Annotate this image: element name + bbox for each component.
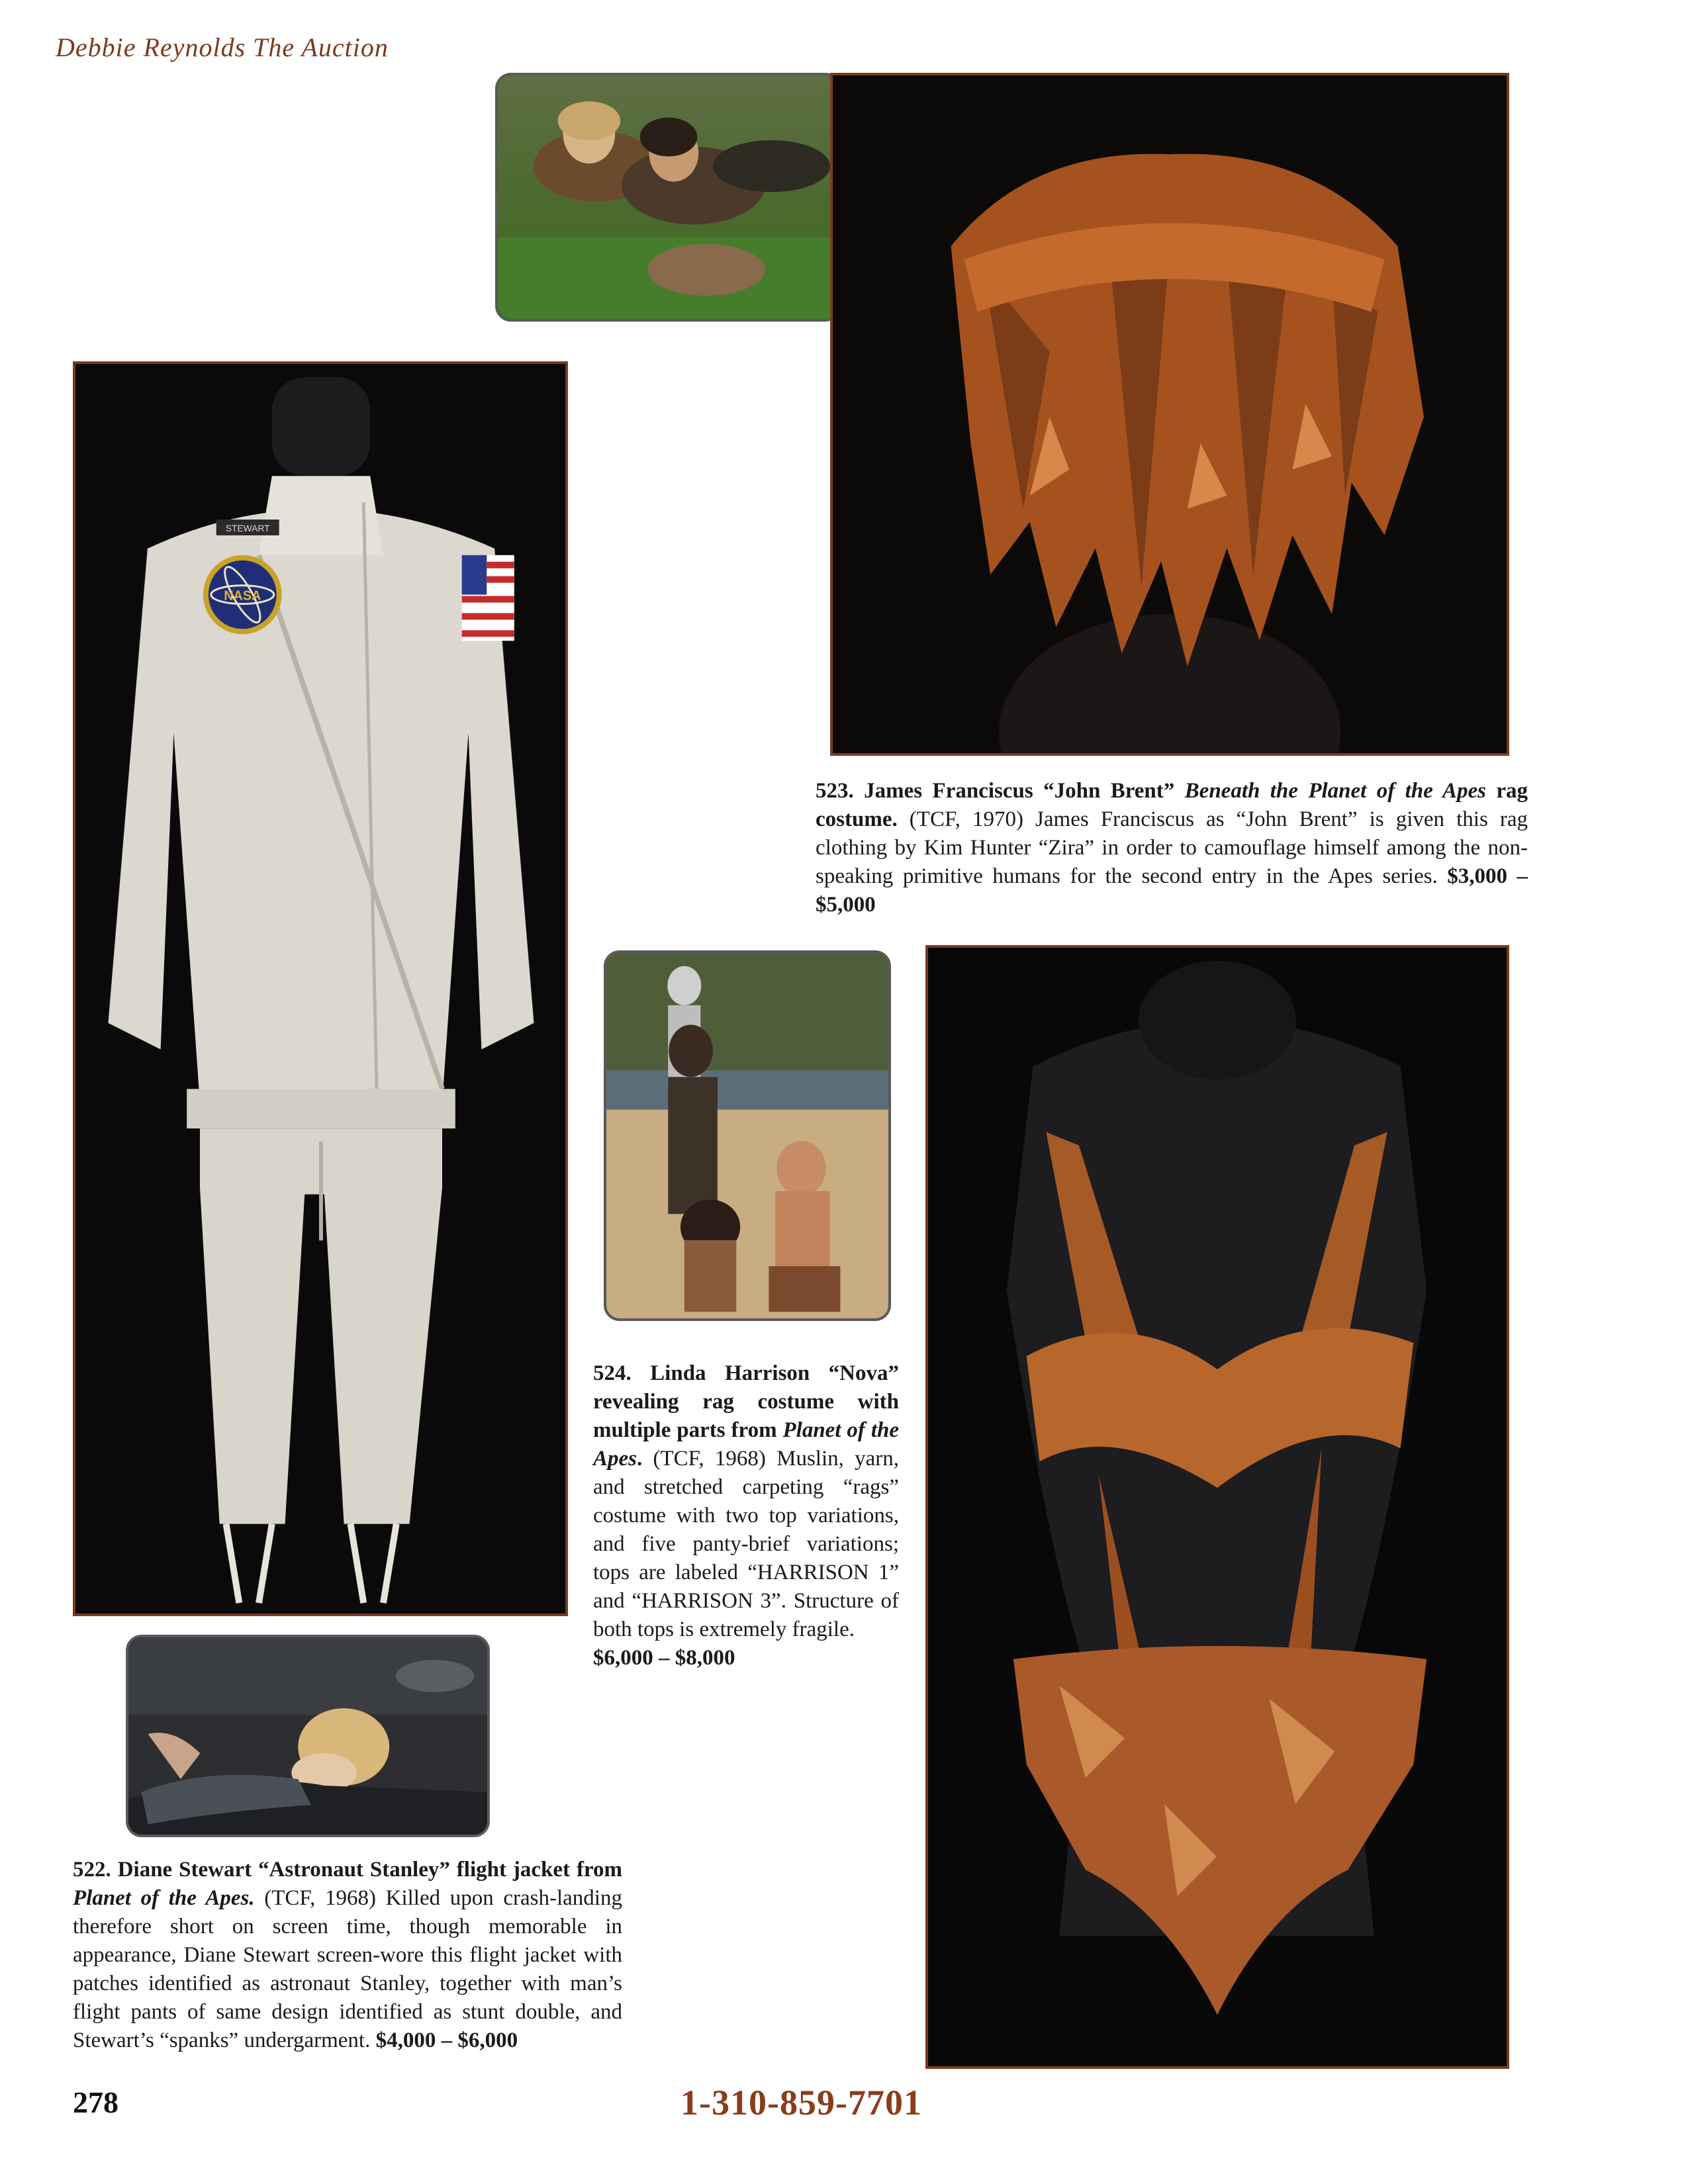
beach-scene-illustration bbox=[606, 953, 888, 1318]
lot-523-title: James Franciscus “John Brent” bbox=[864, 779, 1175, 803]
lot-524-rag-costume-photo bbox=[925, 945, 1509, 2069]
lot-522-description: (TCF, 1968) Killed upon crash-landing therefore short on screen time, though memorable in appearance, Diane Stewart screen-wore this flight jacket with patches identified as astronaut Stanley, together with man’s flight pants of same design identified as stunt double, and Stewart’s “spanks” undergarment. bbox=[73, 1886, 622, 2052]
film-still-capsule-scene bbox=[126, 1635, 490, 1837]
lot-522-film-title: Planet of the Apes. bbox=[73, 1886, 255, 1910]
capsule-scene-illustration bbox=[128, 1637, 487, 1835]
catalog-header-title: Debbie Reynolds The Auction bbox=[56, 32, 389, 62]
name-tag-text: STEWART bbox=[225, 522, 270, 533]
lot-522-title: Diane Stewart “Astronaut Stanley” flight jacket from bbox=[117, 1858, 622, 1882]
lot-524-caption bbox=[593, 1359, 899, 1672]
film-still-grass-scene bbox=[495, 73, 841, 322]
lot-524-number: 524. bbox=[593, 1361, 632, 1385]
lot-523-rag-costume-photo bbox=[830, 73, 1509, 756]
lot-524-film-title: Planet of the Apes bbox=[593, 1418, 900, 1471]
auction-phone-number: 1-310-859-7701 bbox=[680, 2083, 922, 2122]
grass-scene-illustration bbox=[498, 75, 838, 319]
lot-522-number: 522. bbox=[73, 1858, 111, 1882]
lot-524-estimate: $6,000 – $8,000 bbox=[593, 1646, 735, 1670]
rag-bikini-illustration bbox=[928, 948, 1507, 2066]
patch-text: NASA bbox=[224, 588, 261, 604]
lot-523-title-end: rag costume. bbox=[816, 779, 1528, 831]
lot-522-estimate: $4,000 – $6,000 bbox=[375, 2028, 518, 2052]
lot-523-number: 523. bbox=[816, 779, 854, 803]
rag-cape-illustration bbox=[833, 75, 1507, 753]
page-number: 278 bbox=[73, 2085, 118, 2119]
lot-523-caption bbox=[816, 777, 1528, 919]
lot-524-title: Linda Harrison “Nova” revealing rag costume with multiple parts from bbox=[593, 1361, 900, 1442]
lot-522-flight-suit-photo bbox=[73, 361, 568, 1616]
lot-524-description: (TCF, 1968) Muslin, yarn, and stretched carpeting “rags” costume with two top variations, and five panty-brief variations; tops are labeled “HARRISON 1” and “HARRISON 3”. Structure of both tops is extremely fragile. bbox=[593, 1447, 900, 1641]
lot-523-film-title: Beneath the Planet of the Apes bbox=[1184, 779, 1486, 803]
lot-524-title-end: . bbox=[637, 1447, 643, 1471]
flight-suit-illustration bbox=[75, 364, 565, 1614]
lot-523-estimate: $3,000 – $5,000 bbox=[816, 864, 1528, 917]
lot-522-caption bbox=[73, 1856, 622, 2055]
lot-523-description: (TCF, 1970) James Franciscus as “John Brent” is given this rag clothing by Kim Hunter “Zira” in order to camouflage himself among the non-speaking primitive humans for the second entry in the Apes series. bbox=[816, 807, 1528, 888]
film-still-beach-scene bbox=[604, 950, 891, 1321]
